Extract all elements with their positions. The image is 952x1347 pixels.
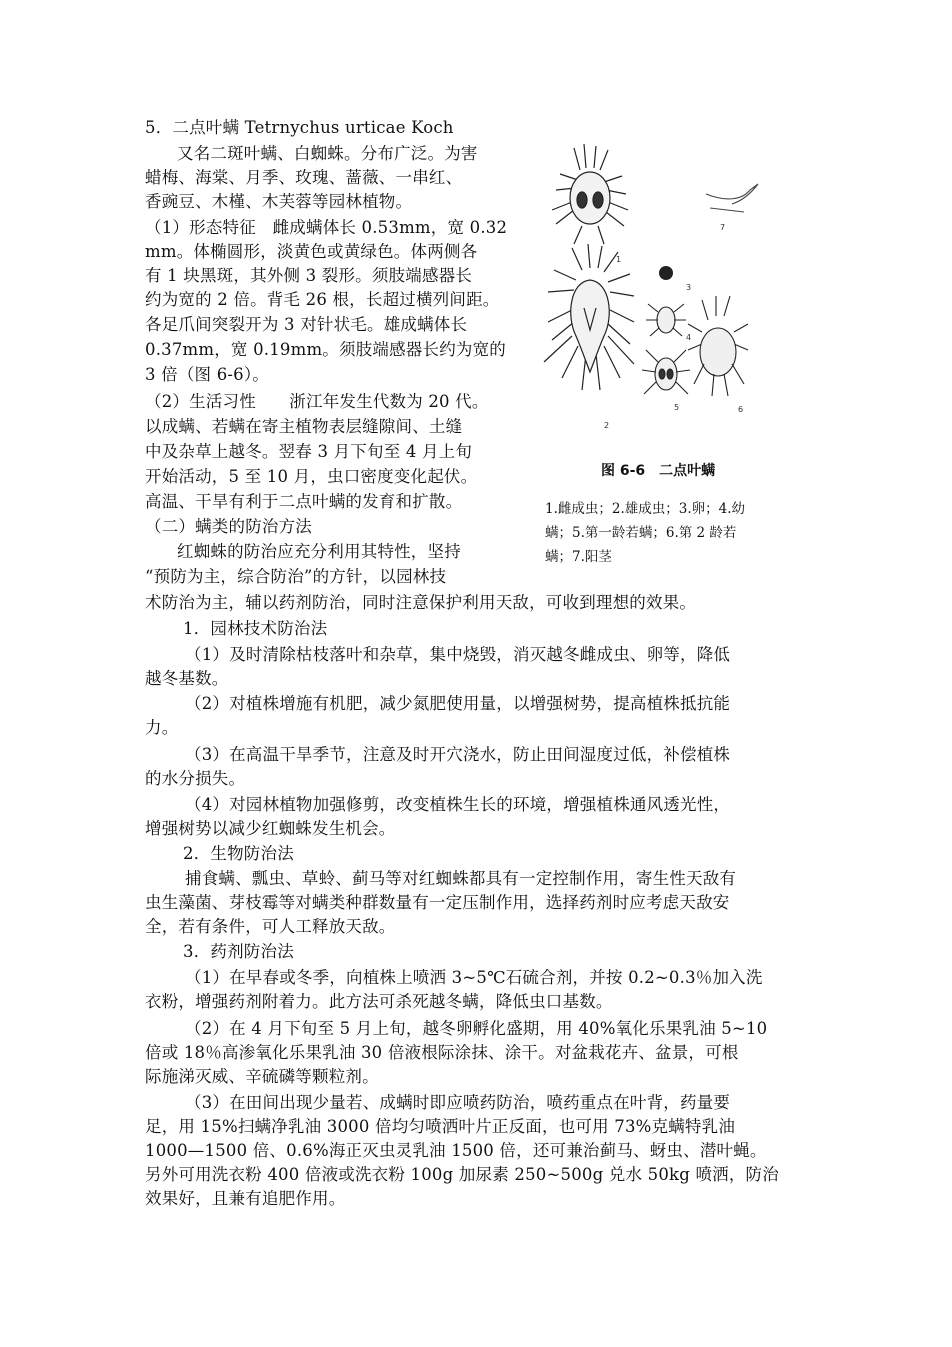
mite-illustration — [538, 140, 778, 440]
section-intro-line: 红蜘蛛的防治应充分利用其特性，坚持 — [177, 542, 461, 561]
figure-label-1: 1 — [616, 255, 622, 264]
morphology-line: 0.37mm，宽 0.19mm。须肢端感器长约为宽的 — [145, 340, 507, 359]
figure-label-2: 2 — [604, 421, 610, 430]
chem-item-line: 足，用 15%扫螨净乳油 3000 倍均匀喷洒叶片正反面，也可用 73%克螨特乳油 — [145, 1117, 736, 1136]
habits-line: （2）生活习性 浙江年发生代数为 20 代。 — [145, 392, 489, 411]
figure-label-4: 4 — [686, 333, 692, 342]
figure-label-5: 5 — [674, 403, 680, 412]
morphology-line: 各足爪间突裂开为 3 对针状毛。雄成螨体长 — [145, 315, 468, 334]
figure-legend-line: 螨；5.第一龄若螨；6.第 2 龄若 — [545, 525, 737, 541]
morphology-line: （1）形态特征 雌成螨体长 0.53mm，宽 0.32 — [145, 218, 508, 237]
garden-item-line: （1）及时清除枯枝落叶和杂草，集中烧毁，消灭越冬雌成虫、卵等，降低 — [185, 645, 731, 664]
figure-caption: 图 6-6 二点叶螨 — [601, 463, 716, 479]
section-intro-line: 术防治为主，辅以药剂防治，同时注意保护利用天敌，可收到理想的效果。 — [145, 593, 697, 612]
species-heading: 5．二点叶螨 Tetrnychus urticae Koch — [145, 118, 454, 137]
subsection-heading: 2．生物防治法 — [183, 844, 294, 863]
section-intro-line: “预防为主，综合防治”的方针，以园林技 — [145, 567, 447, 586]
morphology-line: 约为宽的 2 倍。背毛 26 根，长超过横列间距。 — [145, 290, 500, 309]
chem-item-line: 衣粉，增强药剂附着力。此方法可杀死越冬螨，降低虫口基数。 — [145, 992, 613, 1011]
chem-item-line: （3）在田间出现少量若、成螨时即应喷药防治，喷药重点在叶背，药量要 — [185, 1093, 731, 1112]
morphology-line: 3 倍（图 6-6）。 — [145, 365, 270, 384]
male-adult-drawing — [544, 244, 634, 390]
habits-line: 中及杂草上越冬。翌春 3 月下旬至 4 月上旬 — [145, 442, 473, 461]
garden-item-line: 越冬基数。 — [145, 669, 229, 688]
garden-item-line: 的水分损失。 — [145, 769, 246, 788]
bio-line: 全，若有条件，可人工释放天敌。 — [145, 917, 396, 936]
garden-item-line: 增强树势以减少红蜘蛛发生机会。 — [145, 819, 396, 838]
intro-line: 又名二斑叶螨、白蜘蛛。分布广泛。为害 — [177, 144, 478, 163]
chem-item-line: 效果好，且兼有追肥作用。 — [145, 1189, 346, 1208]
second-nymph-drawing — [688, 296, 748, 396]
chem-item-line: 另外可用洗衣粉 400 倍液或洗衣粉 100g 加尿素 250~500g 兑水 50kg 喷洒，防治 — [145, 1165, 779, 1184]
morphology-line: 有 1 块黑斑，其外侧 3 裂形。须肢端感器长 — [145, 266, 473, 285]
habits-line: 以成螨、若螨在寄主植物表层缝隙间、土缝 — [145, 417, 463, 436]
figure-label-6: 6 — [738, 405, 744, 414]
habits-line: 开始活动，5 至 10 月，虫口密度变化起伏。 — [145, 467, 478, 486]
bio-line: 捕食螨、瓢虫、草蛉、蓟马等对红蜘蛛都具有一定控制作用，寄生性天敌有 — [185, 869, 737, 888]
chem-item-line: 倍或 18％高渗氧化乐果乳油 30 倍液根际涂抹、涂干。对盆栽花卉、盆景，可根 — [145, 1043, 739, 1062]
chem-item-line: 1000—1500 倍、0.6%海正灭虫灵乳油 1500 倍，还可兼治蓟马、蚜虫、潜叶蝇。 — [145, 1141, 767, 1160]
garden-item-line: 力。 — [145, 718, 179, 737]
egg-drawing — [659, 266, 673, 280]
garden-item-line: （4）对园林植物加强修剪，改变植株生长的环境，增强植株通风透光性， — [185, 795, 731, 814]
chem-item-line: （1）在早春或冬季，向植株上喷洒 3~5℃石硫合剂，并按 0.2~0.3％加入洗 — [185, 968, 763, 987]
garden-item-line: （3）在高温干旱季节，注意及时开穴浇水，防止田间湿度过低，补偿植株 — [185, 745, 731, 764]
female-adult-drawing — [552, 144, 628, 244]
aedeagus-drawing — [706, 184, 758, 212]
figure-label-3: 3 — [686, 283, 692, 292]
figure-legend-line: 1.雌成虫；2.雄成虫；3.卵；4.幼 — [545, 501, 746, 517]
chem-item-line: （2）在 4 月下旬至 5 月上旬，越冬卵孵化盛期，用 40%氧化乐果乳油 5~10 — [185, 1019, 768, 1038]
larva-drawing — [646, 304, 686, 336]
intro-line: 蜡梅、海棠、月季、玫瑰、蔷薇、一串红、 — [145, 168, 463, 187]
first-nymph-drawing — [642, 350, 690, 394]
section-heading: （二）螨类的防治方法 — [145, 517, 312, 536]
subsection-heading: 3．药剂防治法 — [183, 942, 294, 961]
figure-legend-line: 螨；7.阳茎 — [545, 549, 612, 565]
morphology-line: mm。体椭圆形，淡黄色或黄绿色。体两侧各 — [145, 242, 478, 261]
garden-item-line: （2）对植株增施有机肥，减少氮肥使用量，以增强树势，提高植株抵抗能 — [185, 694, 731, 713]
bio-line: 虫生藻菌、芽枝霉等对螨类种群数量有一定压制作用，选择药剂时应考虑天敌安 — [145, 893, 730, 912]
chem-item-line: 际施涕灭威、辛硫磷等颗粒剂。 — [145, 1067, 379, 1086]
subsection-heading: 1．园林技术防治法 — [183, 619, 328, 638]
figure-label-7: 7 — [720, 223, 726, 232]
intro-line: 香豌豆、木槿、木芙蓉等园林植物。 — [145, 192, 413, 211]
habits-line: 高温、干旱有利于二点叶螨的发育和扩散。 — [145, 492, 463, 511]
